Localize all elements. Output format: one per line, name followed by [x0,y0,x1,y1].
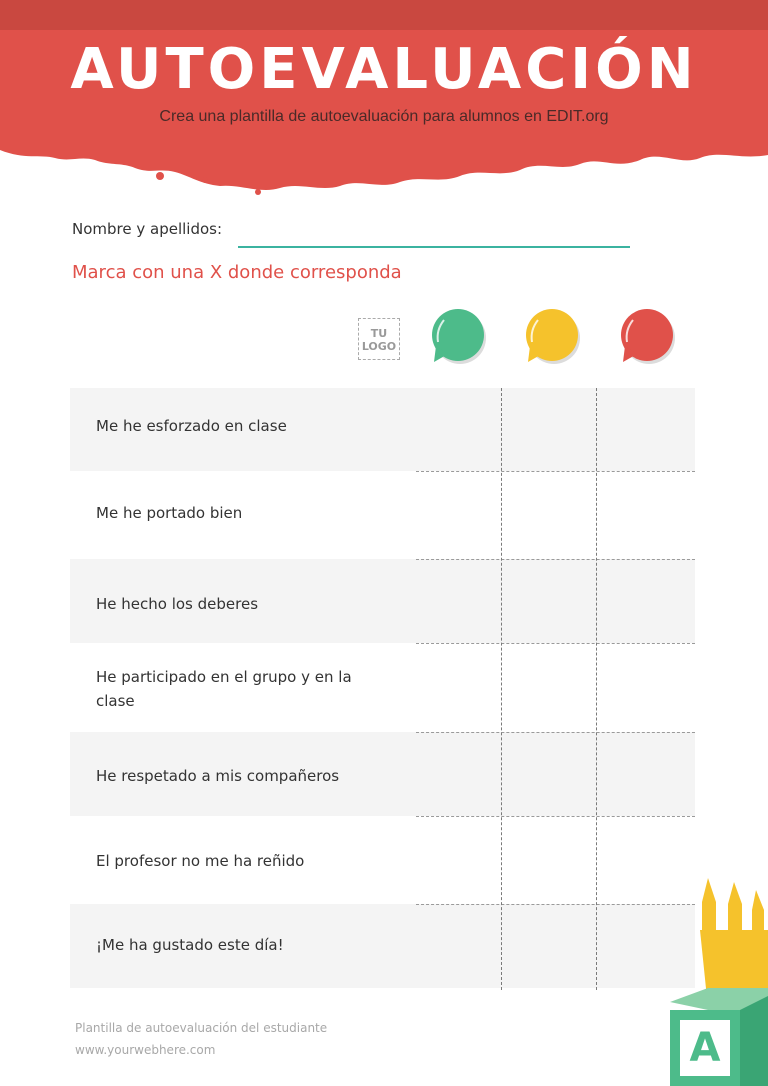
row-divider [416,904,695,905]
green-speech-bubble-icon [428,306,488,366]
table-row [70,471,695,559]
column-divider [596,388,597,990]
row-divider [416,732,695,733]
name-field-label: Nombre y apellidos: [72,220,223,238]
row-label: Me he esforzado en clase [96,417,287,435]
page-subtitle: Crea una plantilla de autoevaluación para alumnos en EDIT.org [159,108,609,125]
row-label: He participado en el grupo y en la clase [96,668,352,710]
row-divider [416,559,695,560]
table-row [70,732,695,816]
footer-title: Plantilla de autoevaluación del estudiante [75,1021,328,1035]
table-row [70,904,695,988]
table-row [70,559,695,643]
table-row [70,388,695,471]
page-title: AUTOEVALUACIÓN [70,37,698,102]
row-label: El profesor no me ha reñido [96,852,305,870]
row-label: He hecho los deberes [96,595,259,613]
row-divider [416,643,695,644]
red-speech-bubble-icon [617,306,677,366]
name-field-line[interactable] [238,246,630,248]
row-label: Me he portado bien [96,504,243,522]
footer-url: www.yourwebhere.com [75,1043,216,1057]
block-letter: A [689,1025,721,1071]
yellow-speech-bubble-icon [522,306,582,366]
row-label: ¡Me ha gustado este día! [96,936,284,954]
table-row [70,816,695,904]
row-divider [416,471,695,472]
logo-text-line1: TU [370,327,388,340]
row-label: He respetado a mis compañeros [96,767,340,785]
instruction-text: Marca con una X donde corresponda [72,262,402,283]
column-divider [501,388,502,990]
logo-placeholder [358,318,400,360]
table-row [70,643,695,732]
logo-text-line2: LOGO [361,340,397,353]
row-divider [416,816,695,817]
